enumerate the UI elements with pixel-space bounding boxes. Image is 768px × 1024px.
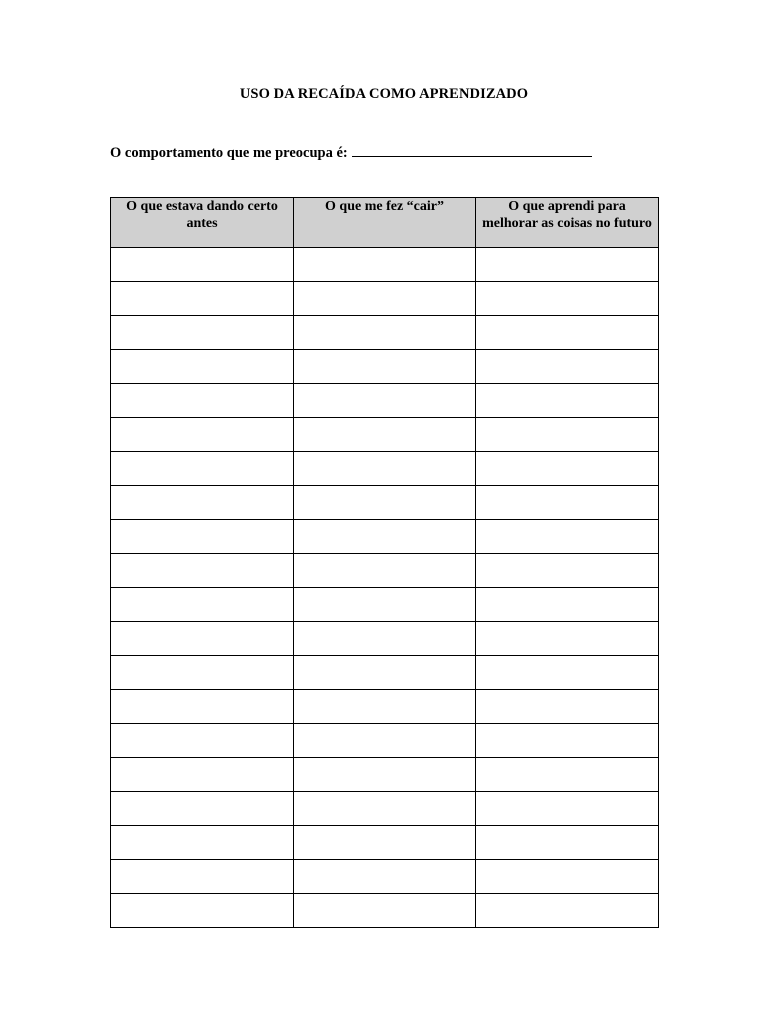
table-row	[111, 316, 659, 350]
table-row	[111, 350, 659, 384]
table-cell[interactable]	[476, 588, 659, 622]
table-cell[interactable]	[294, 452, 476, 486]
table-cell[interactable]	[111, 894, 294, 928]
table-cell[interactable]	[476, 418, 659, 452]
table-cell[interactable]	[294, 656, 476, 690]
table-row	[111, 622, 659, 656]
table-cell[interactable]	[476, 248, 659, 282]
header-what-i-learned: O que aprendi para melhorar as coisas no futuro	[476, 198, 659, 248]
table-cell[interactable]	[476, 316, 659, 350]
behavior-prompt-label: O comportamento que me preocupa é:	[110, 145, 348, 161]
table-row	[111, 384, 659, 418]
table-row	[111, 894, 659, 928]
table-cell[interactable]	[294, 248, 476, 282]
table-row	[111, 690, 659, 724]
table-cell[interactable]	[476, 758, 659, 792]
table-cell[interactable]	[111, 316, 294, 350]
table-row	[111, 588, 659, 622]
table-cell[interactable]	[294, 554, 476, 588]
table-cell[interactable]	[476, 690, 659, 724]
table-row	[111, 248, 659, 282]
table-header-row	[111, 198, 659, 248]
table-cell[interactable]	[111, 826, 294, 860]
relapse-worksheet-table	[110, 197, 659, 928]
table-row	[111, 418, 659, 452]
table-cell[interactable]	[294, 792, 476, 826]
table-cell[interactable]	[111, 588, 294, 622]
table-cell[interactable]	[476, 792, 659, 826]
table-row	[111, 860, 659, 894]
header-what-was-working: O que estava dando certo antes	[111, 198, 294, 248]
table-cell[interactable]	[111, 248, 294, 282]
table-cell[interactable]	[111, 758, 294, 792]
table-cell[interactable]	[476, 724, 659, 758]
table-cell[interactable]	[476, 554, 659, 588]
table-cell[interactable]	[476, 452, 659, 486]
table-row	[111, 520, 659, 554]
table-cell[interactable]	[111, 384, 294, 418]
table-cell[interactable]	[111, 860, 294, 894]
table-cell[interactable]	[294, 520, 476, 554]
table-cell[interactable]	[111, 452, 294, 486]
table-row	[111, 486, 659, 520]
table-row	[111, 758, 659, 792]
table-row	[111, 554, 659, 588]
table-row	[111, 792, 659, 826]
table-cell[interactable]	[294, 724, 476, 758]
table-cell[interactable]	[476, 384, 659, 418]
table-cell[interactable]	[111, 418, 294, 452]
table-cell[interactable]	[111, 792, 294, 826]
behavior-prompt-line	[110, 143, 592, 162]
table-cell[interactable]	[476, 826, 659, 860]
table-cell[interactable]	[294, 486, 476, 520]
table-cell[interactable]	[476, 282, 659, 316]
table-row	[111, 282, 659, 316]
table-cell[interactable]	[111, 690, 294, 724]
table-cell[interactable]	[476, 860, 659, 894]
table-cell[interactable]	[294, 860, 476, 894]
table-cell[interactable]	[294, 690, 476, 724]
table-cell[interactable]	[476, 894, 659, 928]
behavior-answer-blank[interactable]	[352, 143, 592, 157]
table-cell[interactable]	[476, 622, 659, 656]
table-row	[111, 656, 659, 690]
table-cell[interactable]	[294, 894, 476, 928]
table-cell[interactable]	[111, 520, 294, 554]
table-row	[111, 724, 659, 758]
table-cell[interactable]	[476, 486, 659, 520]
table-body	[111, 248, 659, 928]
table-cell[interactable]	[111, 350, 294, 384]
table-cell[interactable]	[111, 282, 294, 316]
table-cell[interactable]	[294, 316, 476, 350]
table-cell[interactable]	[111, 486, 294, 520]
table-row	[111, 826, 659, 860]
table-cell[interactable]	[111, 656, 294, 690]
table-cell[interactable]	[476, 656, 659, 690]
table-cell[interactable]	[476, 350, 659, 384]
table-cell[interactable]	[294, 418, 476, 452]
table-cell[interactable]	[294, 622, 476, 656]
table-cell[interactable]	[294, 758, 476, 792]
table-cell[interactable]	[294, 588, 476, 622]
table-cell[interactable]	[294, 826, 476, 860]
table-cell[interactable]	[111, 554, 294, 588]
table-row	[111, 452, 659, 486]
document-title: USO DA RECAÍDA COMO APRENDIZADO	[239, 86, 529, 102]
table-cell[interactable]	[111, 622, 294, 656]
table-cell[interactable]	[294, 350, 476, 384]
table-cell[interactable]	[476, 520, 659, 554]
table-cell[interactable]	[294, 384, 476, 418]
header-what-made-me-fall: O que me fez “cair”	[294, 198, 476, 248]
table-cell[interactable]	[294, 282, 476, 316]
table-cell[interactable]	[111, 724, 294, 758]
